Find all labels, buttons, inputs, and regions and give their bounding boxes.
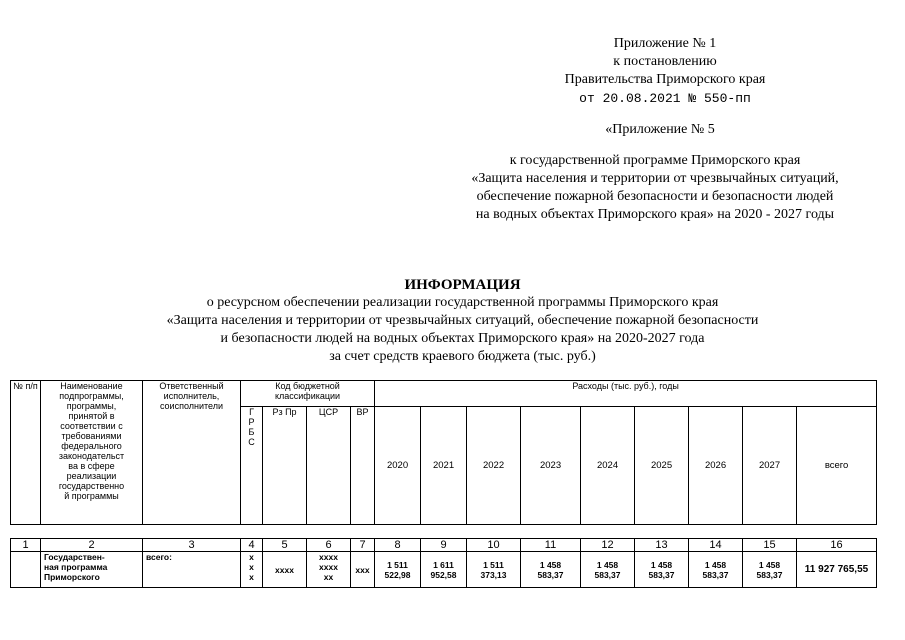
appendix-header (540, 35, 790, 108)
appendix-line-1: Приложение № 1 (613, 36, 717, 51)
header-table (10, 380, 877, 525)
col-number-4: 4 (241, 539, 263, 552)
col-number-8: 8 (375, 539, 421, 552)
row-rzpr: хххх (263, 552, 307, 588)
year-2020: 2020 (375, 407, 421, 525)
col-header-name: Наименование подпрограммы, программы, принятой в соответствии с требованиями федерального законодательст ва в сфере реализации государственно й программы (41, 381, 143, 525)
col-number-1: 1 (11, 539, 41, 552)
appendix-5-label: «Приложение № 5 (605, 122, 715, 137)
col-header-csr: ЦСР (307, 407, 351, 525)
col-header-executor: Ответственный исполнитель, соисполнители (143, 381, 241, 525)
appendix-line-3: Правительства Приморского края (564, 72, 766, 87)
col-number-12: 12 (581, 539, 635, 552)
col-header-grbs: Г Р Б С (241, 407, 263, 525)
program-line-1: к государственной программе Приморского края (509, 153, 801, 168)
document-title (0, 276, 905, 366)
table-row (11, 552, 877, 588)
year-2022: 2022 (467, 407, 521, 525)
row-csr: хххх хххх хх (307, 552, 351, 588)
program-line-3: обеспечение пожарной безопасности и безопасности людей (476, 189, 834, 204)
title-line-2: «Защита населения и территории от чрезвычайных ситуаций, обеспечение пожарной безопасности (166, 313, 759, 328)
col-header-vr: ВР (351, 407, 375, 525)
program-reference (420, 152, 890, 224)
year-2021: 2021 (421, 407, 467, 525)
row-value-2024: 1 458 583,37 (581, 552, 635, 588)
col-number-16: 16 (797, 539, 877, 552)
title-line-1: о ресурсном обеспечении реализации государственной программы Приморского края (206, 295, 719, 310)
row-value-2025: 1 458 583,37 (635, 552, 689, 588)
col-number-2: 2 (41, 539, 143, 552)
col-number-14: 14 (689, 539, 743, 552)
resolution-date-number: от 20.08.2021 № 550-пп (579, 91, 751, 106)
col-number-9: 9 (421, 539, 467, 552)
col-number-13: 13 (635, 539, 689, 552)
title-line-3: и безопасности людей на водных объектах Приморского края» на 2020-2027 года (220, 331, 705, 346)
program-line-2: «Защита населения и территории от чрезвычайных ситуаций, (471, 171, 839, 186)
row-number (11, 552, 41, 588)
row-value-2023: 1 458 583,37 (521, 552, 581, 588)
col-header-budget-code: Код бюджетной классификации (241, 381, 375, 407)
year-2027: 2027 (743, 407, 797, 525)
col-number-5: 5 (263, 539, 307, 552)
row-value-2022: 1 511 373,13 (467, 552, 521, 588)
col-header-rzpr: Рз Пр (263, 407, 307, 525)
row-value-total: 11 927 765,55 (797, 552, 877, 588)
year-total: всего (797, 407, 877, 525)
year-2026: 2026 (689, 407, 743, 525)
row-value-2027: 1 458 583,37 (743, 552, 797, 588)
row-value-2020: 1 511 522,98 (375, 552, 421, 588)
col-number-3: 3 (143, 539, 241, 552)
row-executor: всего: (143, 552, 241, 588)
row-value-2021: 1 611 952,58 (421, 552, 467, 588)
row-vr: ххх (351, 552, 375, 588)
year-2024: 2024 (581, 407, 635, 525)
col-number-11: 11 (521, 539, 581, 552)
year-2025: 2025 (635, 407, 689, 525)
col-number-10: 10 (467, 539, 521, 552)
year-2023: 2023 (521, 407, 581, 525)
title-heading: ИНФОРМАЦИЯ (404, 277, 521, 293)
col-number-15: 15 (743, 539, 797, 552)
row-program-name: Государствен- ная программа Приморского (41, 552, 143, 588)
title-line-4: за счет средств краевого бюджета (тыс. руб.) (329, 349, 596, 364)
appendix-line-2: к постановлению (613, 54, 717, 69)
row-grbs: х х х (241, 552, 263, 588)
row-value-2026: 1 458 583,37 (689, 552, 743, 588)
col-number-6: 6 (307, 539, 351, 552)
body-table (10, 538, 877, 588)
col-header-number: № п/п (11, 381, 41, 525)
col-number-7: 7 (351, 539, 375, 552)
program-line-4: на водных объектах Приморского края» на 2020 - 2027 годы (475, 207, 835, 222)
col-header-expenses: Расходы (тыс. руб.), годы (375, 381, 877, 407)
